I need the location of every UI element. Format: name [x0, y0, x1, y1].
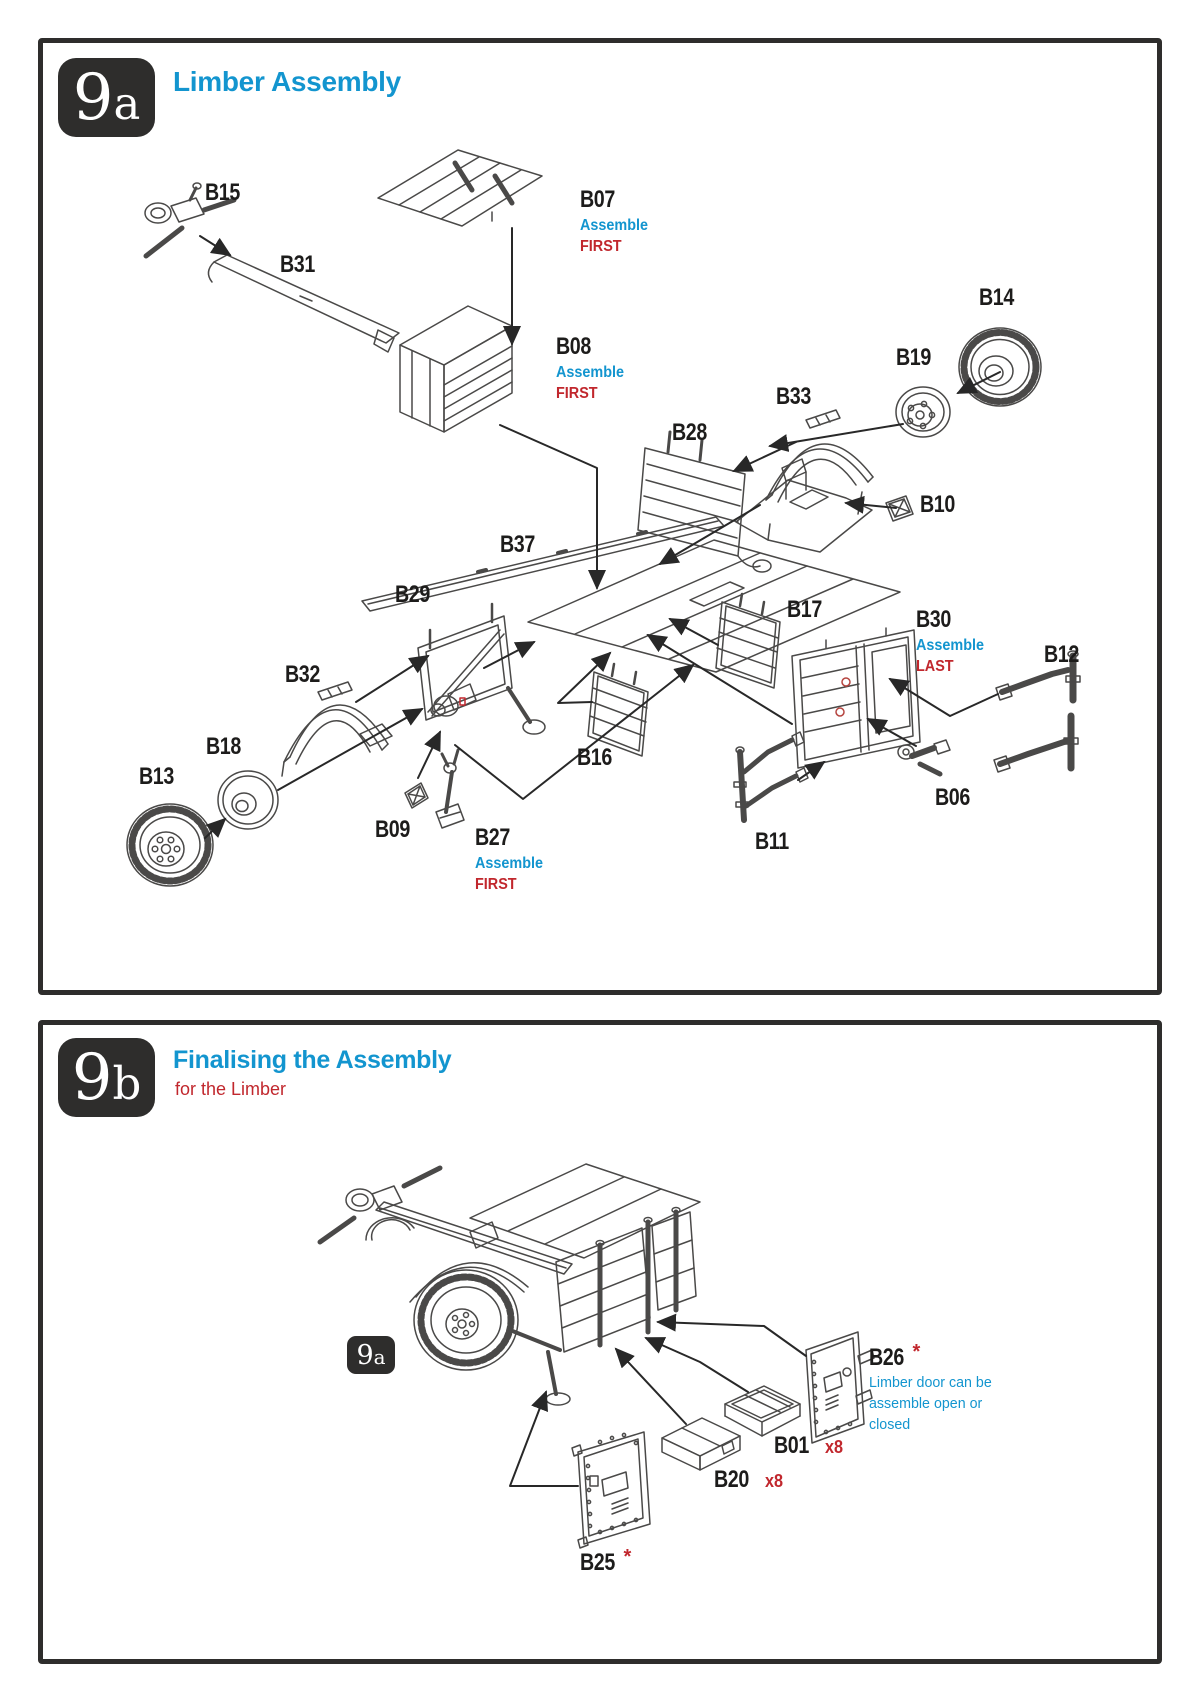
part-label-b16: B16: [577, 744, 612, 771]
step-number: 9: [356, 1339, 374, 1371]
part-label-b18: B18: [206, 733, 241, 760]
assembly-note: Assemble: [475, 855, 544, 872]
page-title-9a: Limber Assembly: [173, 66, 401, 97]
part-b13-drawing: [127, 804, 213, 886]
part-b07-drawing: [378, 150, 542, 226]
part-label-b25: B25 *: [580, 1546, 632, 1576]
step-letter: a: [113, 76, 141, 130]
quantity-badge: x8: [764, 1471, 783, 1491]
optional-asterisk: *: [623, 1546, 632, 1568]
part-label-b33: B33: [776, 383, 811, 410]
part-b01-drawing: [725, 1386, 800, 1436]
part-b20-drawing: [662, 1418, 740, 1470]
door-note-line2: assemble open or: [869, 1395, 983, 1412]
part-label-b17: B17: [787, 596, 822, 623]
part-label-b12: B12: [1044, 641, 1079, 668]
door-note-line1: Limber door can be: [869, 1374, 992, 1391]
assembly-note: Assemble: [580, 217, 649, 234]
page-subtitle-9b: for the Limber: [175, 1079, 287, 1099]
part-b25-drawing: [572, 1432, 650, 1548]
part-b33-drawing: [766, 410, 873, 514]
part-b09-drawing: [405, 783, 428, 808]
part-b19-drawing: [896, 387, 950, 437]
part-b18-drawing: [218, 771, 278, 829]
part-b37-drawing: [362, 480, 900, 672]
part-b06-drawing: [898, 740, 950, 774]
part-label-b31: B31: [280, 251, 315, 278]
part-b17-drawing: [716, 594, 780, 688]
part-b08-drawing: [400, 306, 512, 432]
part-b32-drawing: [282, 682, 392, 776]
assembly-note: Assemble: [556, 364, 625, 381]
assembly-order: FIRST: [580, 238, 622, 255]
part-b29-drawing: [418, 604, 545, 734]
part-label-b26: B26 * Limber door can be assemble open or closed: [869, 1341, 992, 1433]
part-label-b19: B19: [896, 344, 931, 371]
part-label-b37: B37: [500, 531, 535, 558]
reference-badge-9a: [347, 1336, 395, 1374]
part-label-b29: B29: [395, 581, 430, 608]
part-label-b08: B08 Assemble FIRST: [556, 333, 625, 402]
part-label-b11: B11: [755, 828, 789, 855]
part-b11-drawing: [734, 732, 808, 820]
part-b10-drawing: [886, 496, 913, 521]
step-number: 9: [71, 1040, 113, 1115]
part-label-b10: B10: [920, 491, 955, 518]
step-badge-9a: [58, 58, 155, 137]
assembly-order: LAST: [916, 658, 954, 675]
part-b12-drawing: [994, 651, 1080, 772]
part-label-b28: B28: [672, 419, 707, 446]
part-label-b15: B15: [205, 179, 240, 206]
assembly-note: Assemble: [916, 637, 985, 654]
part-b27-drawing: [436, 750, 464, 828]
part-label-b27: B27 Assemble FIRST: [475, 824, 544, 893]
part-label-b32: B32: [285, 661, 320, 688]
part-label-b01: B01 x8: [774, 1432, 843, 1459]
part-label-b09: B09: [375, 816, 410, 843]
step-badge-9b: [58, 1038, 155, 1117]
page-title-9b: Finalising the Assembly: [173, 1046, 452, 1074]
part-label-b14: B14: [979, 284, 1014, 311]
assembly-order: FIRST: [475, 876, 517, 893]
part-label-b20: B20 x8: [714, 1466, 783, 1493]
step-letter: b: [112, 1056, 142, 1110]
part-label-b13: B13: [139, 763, 174, 790]
part-b16-drawing: [588, 664, 648, 756]
part-b14-drawing: [959, 328, 1041, 406]
step-letter: a: [373, 1344, 386, 1369]
door-note-line3: closed: [869, 1416, 911, 1433]
quantity-badge: x8: [824, 1437, 843, 1457]
step-number: 9: [72, 60, 114, 135]
part-b26-drawing: [806, 1332, 874, 1443]
part-label-b07: B07 Assemble FIRST: [580, 186, 649, 255]
part-label-b06: B06: [935, 784, 970, 811]
optional-asterisk: *: [912, 1341, 921, 1363]
assembly-order: FIRST: [556, 385, 598, 402]
part-label-b30: B30 Assemble LAST: [916, 606, 985, 675]
